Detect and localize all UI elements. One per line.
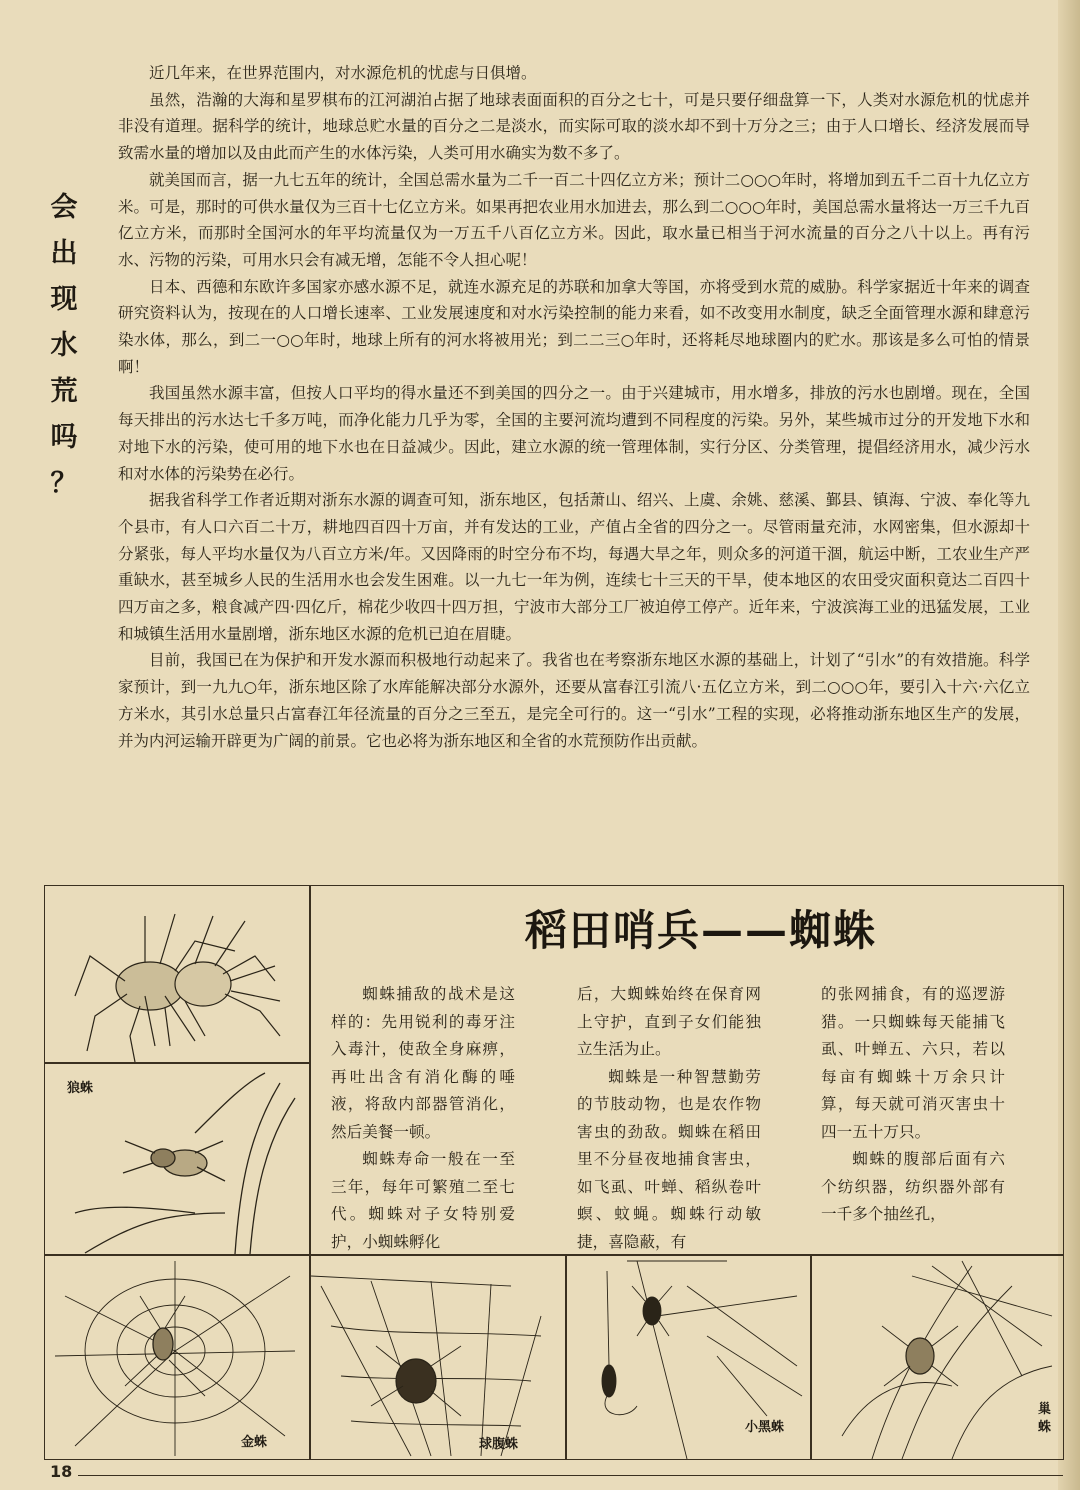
paragraph: 据我省科学工作者近期对浙东水源的调查可知，浙东地区，包括萧山、绍兴、上虞、余姚、慈溪、鄞县、镇海、宁波、奉化等九个县市，有人口六百二十万，耕地四百四十万亩，并有发达的工业，产值占全省的四分之一。尽管雨量充沛，水网密集，但水源却十分紧张，每人平均水量仅为八百立方米/年。又因降雨的时空分布不均，每遇大旱之年，则众多的河道干涸，航运中断，工农业生产严重缺水，甚至城乡人民的生活用水也会发生困难。以一九七一年为例，连续七十三天的干旱，使本地区的农田受灾面积竟达二百四十四万亩之多，粮食减产四·四亿斤，棉花少收四十四万担，宁波市大部分工厂被迫停工停产。近年来，宁波滨海工业的迅猛发展，工业和城镇生活用水量剧增，浙东地区水源的危机已迫在眉睫。: [118, 491, 1030, 643]
spider-anatomy-illustration: [45, 886, 309, 1062]
spider-section: [44, 885, 1064, 1460]
wolf-spider-illustration: [45, 1063, 309, 1254]
label-ball-spider: 球腹蛛: [479, 1437, 519, 1452]
nest-spider-illustration: [812, 1256, 1063, 1459]
label-wolf-spider: 狼蛛: [67, 1081, 94, 1096]
paragraph: 日本、西德和东欧许多国家亦感水源不足，就连水源充足的苏联和加拿大等国，亦将受到水荒的威胁。科学家据近十年来的调查研究资料认为，按现在的人口增长速率、工业发展速度和对水污染控制的能力来看，如不改变用水制度，缺乏全面管理水源和肆意污染水体，那么，到二一○○年时，地球上所有的河水将被用光；到二二三○年时，还将耗尽地球圈内的贮水。那该是多么可怕的情景啊！: [118, 277, 1030, 376]
title-char: ？: [50, 468, 78, 499]
text-column-2: [577, 981, 761, 1256]
paragraph: 蜘蛛捕敌的战术是这样的：先用锐利的毒牙注入毒汁，使敌全身麻痹，再吐出含有消化酶的唾液，将敌内部器管消化，然后美餐一顿。: [331, 985, 515, 1141]
paragraph: 的张网捕食，有的巡逻游猎。一只蜘蛛每天能捕飞虱、叶蝉五、六只，若以每亩有蜘蛛十万余只计算，每天就可消灭害虫十四一五十万只。: [821, 985, 1005, 1141]
label-gold-spider: 金蛛: [241, 1435, 268, 1450]
page-number: 18: [50, 1462, 73, 1481]
title-char: 吗: [50, 422, 78, 453]
paragraph: 虽然，浩瀚的大海和星罗棋布的江河湖泊占据了地球表面面积的百分之七十，可是只要仔细盘算一下，人类对水源危机的忧虑并非没有道理。据科学的统计，地球总贮水量的百分之二是淡水，而实际可取的淡水却不到十万分之三；由于人口增长、经济发展而导致需水量的增加以及由此而产生的水体污染，人类可用水确实为数不多了。: [118, 90, 1030, 163]
label-nest-spider: 巢蛛: [1038, 1402, 1052, 1435]
paragraph: 蜘蛛是一种智慧勤劳的节肢动物，也是农作物害虫的劲敌。蜘蛛在稻田里不分昼夜地捕食害虫，如飞虱、叶蝉、稻纵卷叶螟、蚊蝇。蜘蛛行动敏捷，喜隐蔽，有: [577, 1067, 761, 1251]
divider: [309, 886, 311, 1254]
paragraph: 目前，我国已在为保护和开发水源而积极地行动起来了。我省也在考察浙东地区水源的基础上，计划了“引水”的有效措施。科学家预计，到一九九○年，浙东地区除了水库能解决部分水源外，还要从富春江引流八·五亿立方米，到二○○○年，要引入十六·六亿立方米水，其引水总量只占富春江年径流量的百分之三至五，是完全可行的。这一“引水”工程的实现，必将推动浙东地区生产的发展，并为内河运输开辟更为广阔的前景。它也必将为浙东地区和全省的水荒预防作出贡献。: [118, 651, 1030, 750]
label-small-black-spider: 小黑蛛: [745, 1420, 785, 1435]
paragraph: 蜘蛛的腹部后面有六个纺织器，纺织器外部有一千多个抽丝孔，: [821, 1150, 1005, 1223]
text-column-1: [331, 981, 515, 1256]
title-char: 现: [50, 284, 78, 315]
title-char: 会: [50, 192, 78, 223]
paragraph: 就美国而言，据一九七五年的统计，全国总需水量为二千一百二十四亿立方米；预计二○○○年时，将增加到五千二百十九亿立方米。可是，那时的可供水量仅为三百十七亿立方米。如果再把农业用水加进去，那么到二○○○年时，美国总需水量将达一万三千九百亿立方米，而那时全国河水的年平均流量仅为一万五千八百亿立方米。因此，取水量已相当于河水流量的百分之八十以上。再有污水、污物的污染，可用水只会有减无增，怎能不令人担心呢！: [118, 170, 1030, 269]
article-title: [44, 185, 84, 507]
text-column-3: [821, 981, 1005, 1229]
paragraph: 后，大蜘蛛始终在保育网上守护，直到子女们能独立生活为止。: [577, 985, 761, 1058]
small-black-spider-illustration: [567, 1256, 810, 1459]
article-body: [118, 60, 1030, 754]
gold-spider-illustration: [45, 1256, 309, 1459]
paragraph: 蜘蛛寿命一般在一至三年，每年可繁殖二至七代。蜘蛛对子女特别爱护，小蜘蛛孵化: [331, 1150, 515, 1251]
paragraph: 近几年来，在世界范围内，对水源危机的忧虑与日俱增。: [149, 64, 537, 82]
title-char: 水: [50, 330, 78, 361]
footer-rule: [78, 1475, 1063, 1476]
title-char: 出: [50, 238, 78, 269]
title-char: 荒: [50, 376, 78, 407]
ball-spider-illustration: [311, 1256, 565, 1459]
paragraph: 我国虽然水源丰富，但按人口平均的得水量还不到美国的四分之一。由于兴建城市，用水增多，排放的污水也剧增。现在，全国每天排出的污水达七千多万吨，而净化能力几乎为零，全国的主要河流均遭到不同程度的污染。另外，某些城市过分的开发地下水和对地下水的污染，使可用的地下水也在日益减少。因此，建立水源的统一管理体制，实行分区、分类管理，提倡经济用水，减少污水和对水体的污染势在必行。: [118, 384, 1030, 483]
spider-section-title: 稻田哨兵——蜘蛛: [525, 906, 878, 955]
